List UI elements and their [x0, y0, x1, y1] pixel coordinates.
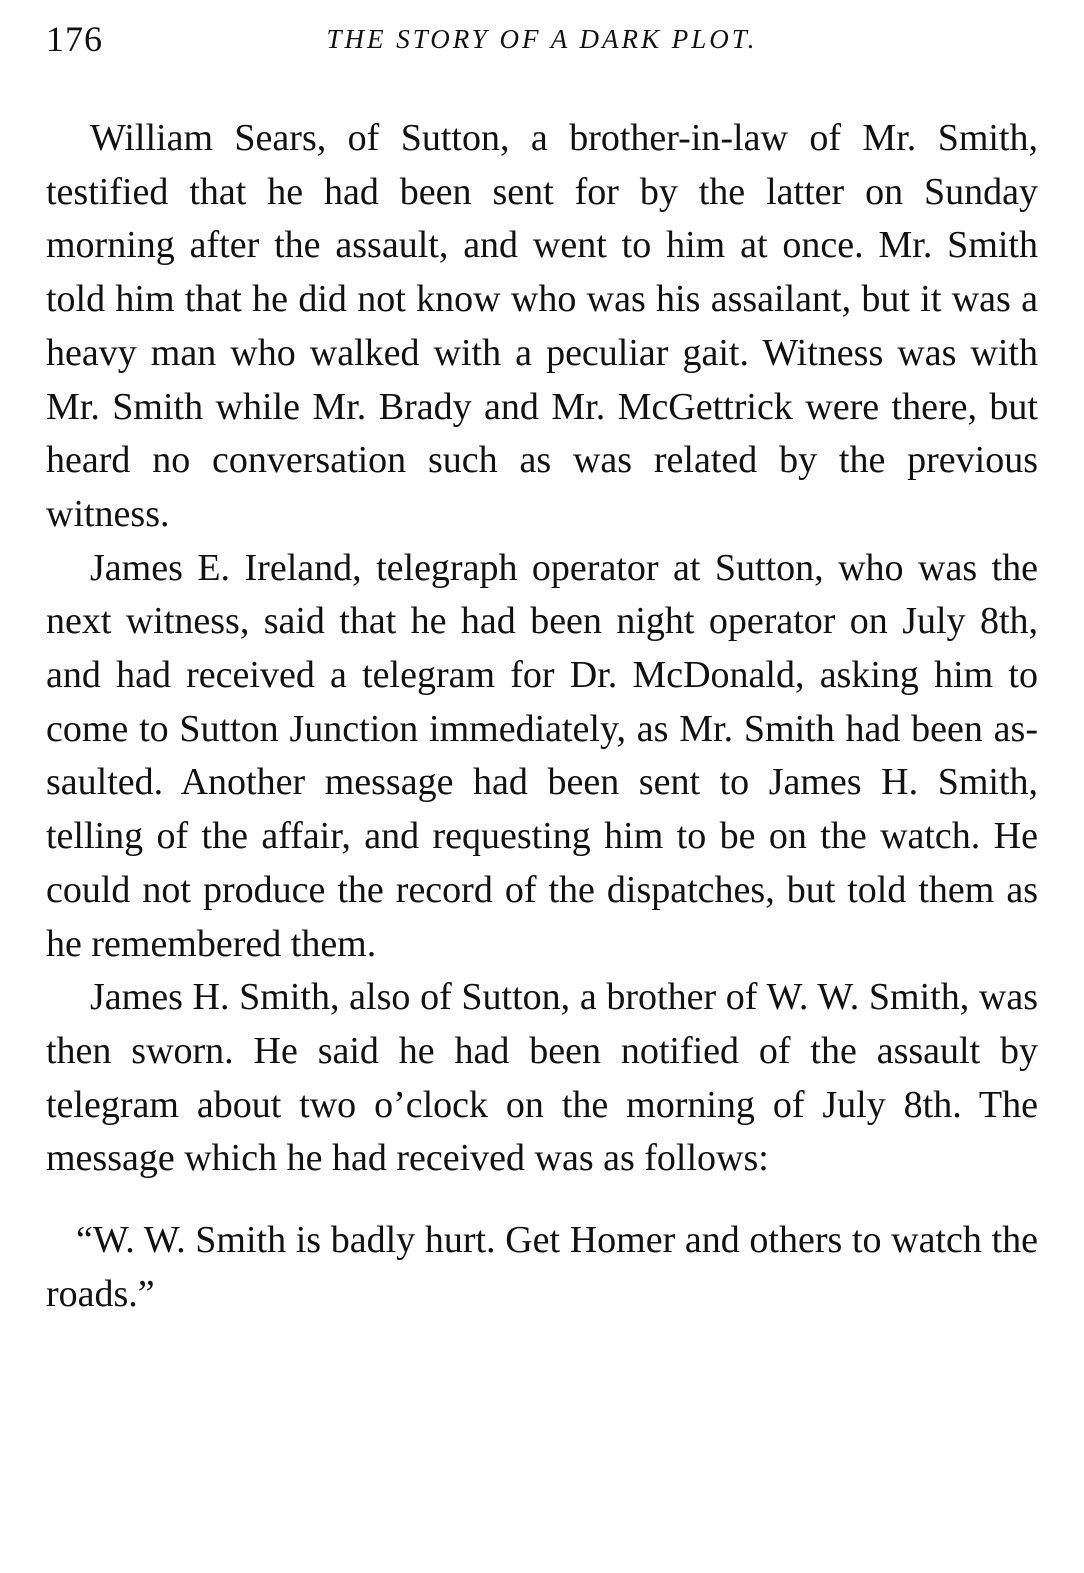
body-text — [46, 112, 1038, 1321]
running-head — [46, 14, 1038, 74]
paragraph-james-smith-testimony: James H. Smith, also of Sutton, a brother of W. W. Smith, was then sworn. He said he had been notified of the assault by telegram about two o’clock on the morning of July 8th. The message which he had received was as follows: — [46, 976, 1038, 1180]
paragraph-sears-testimony: William Sears, of Sutton, a brother-in-law of Mr. Smith, testified that he had been sent for by the latter on Sunday morning after the assault, and went to him at once. Mr. Smith told him that he did not know who was his assailant, but it was a heavy man who walked with a peculiar gait. Witness was with Mr. Smith while Mr. Brady and Mr. McGettrick were there, but heard no conversation such as was related by the previous witness. — [46, 117, 1038, 535]
page-number: 176 — [46, 19, 103, 59]
telegram-quote: “W. W. Smith is badly hurt. Get Homer and others to watch the roads.” — [46, 1219, 1038, 1315]
running-title: THE STORY OF A DARK PLOT. — [326, 24, 758, 54]
paragraph-ireland-testimony: James E. Ireland, telegraph operator at Sutton, who was the next witness, said that he had been night operator on July 8th, and had received a telegram for Dr. McDonald, asking him to come to Sutton Junction immediately, as Mr. Smith had been assaulted. Another message had been sent to James H. Smith, telling of the affair, and requesting him to be on the watch. He could not produce the record of the dispatches, but told them as he remembered them. — [46, 546, 1038, 965]
